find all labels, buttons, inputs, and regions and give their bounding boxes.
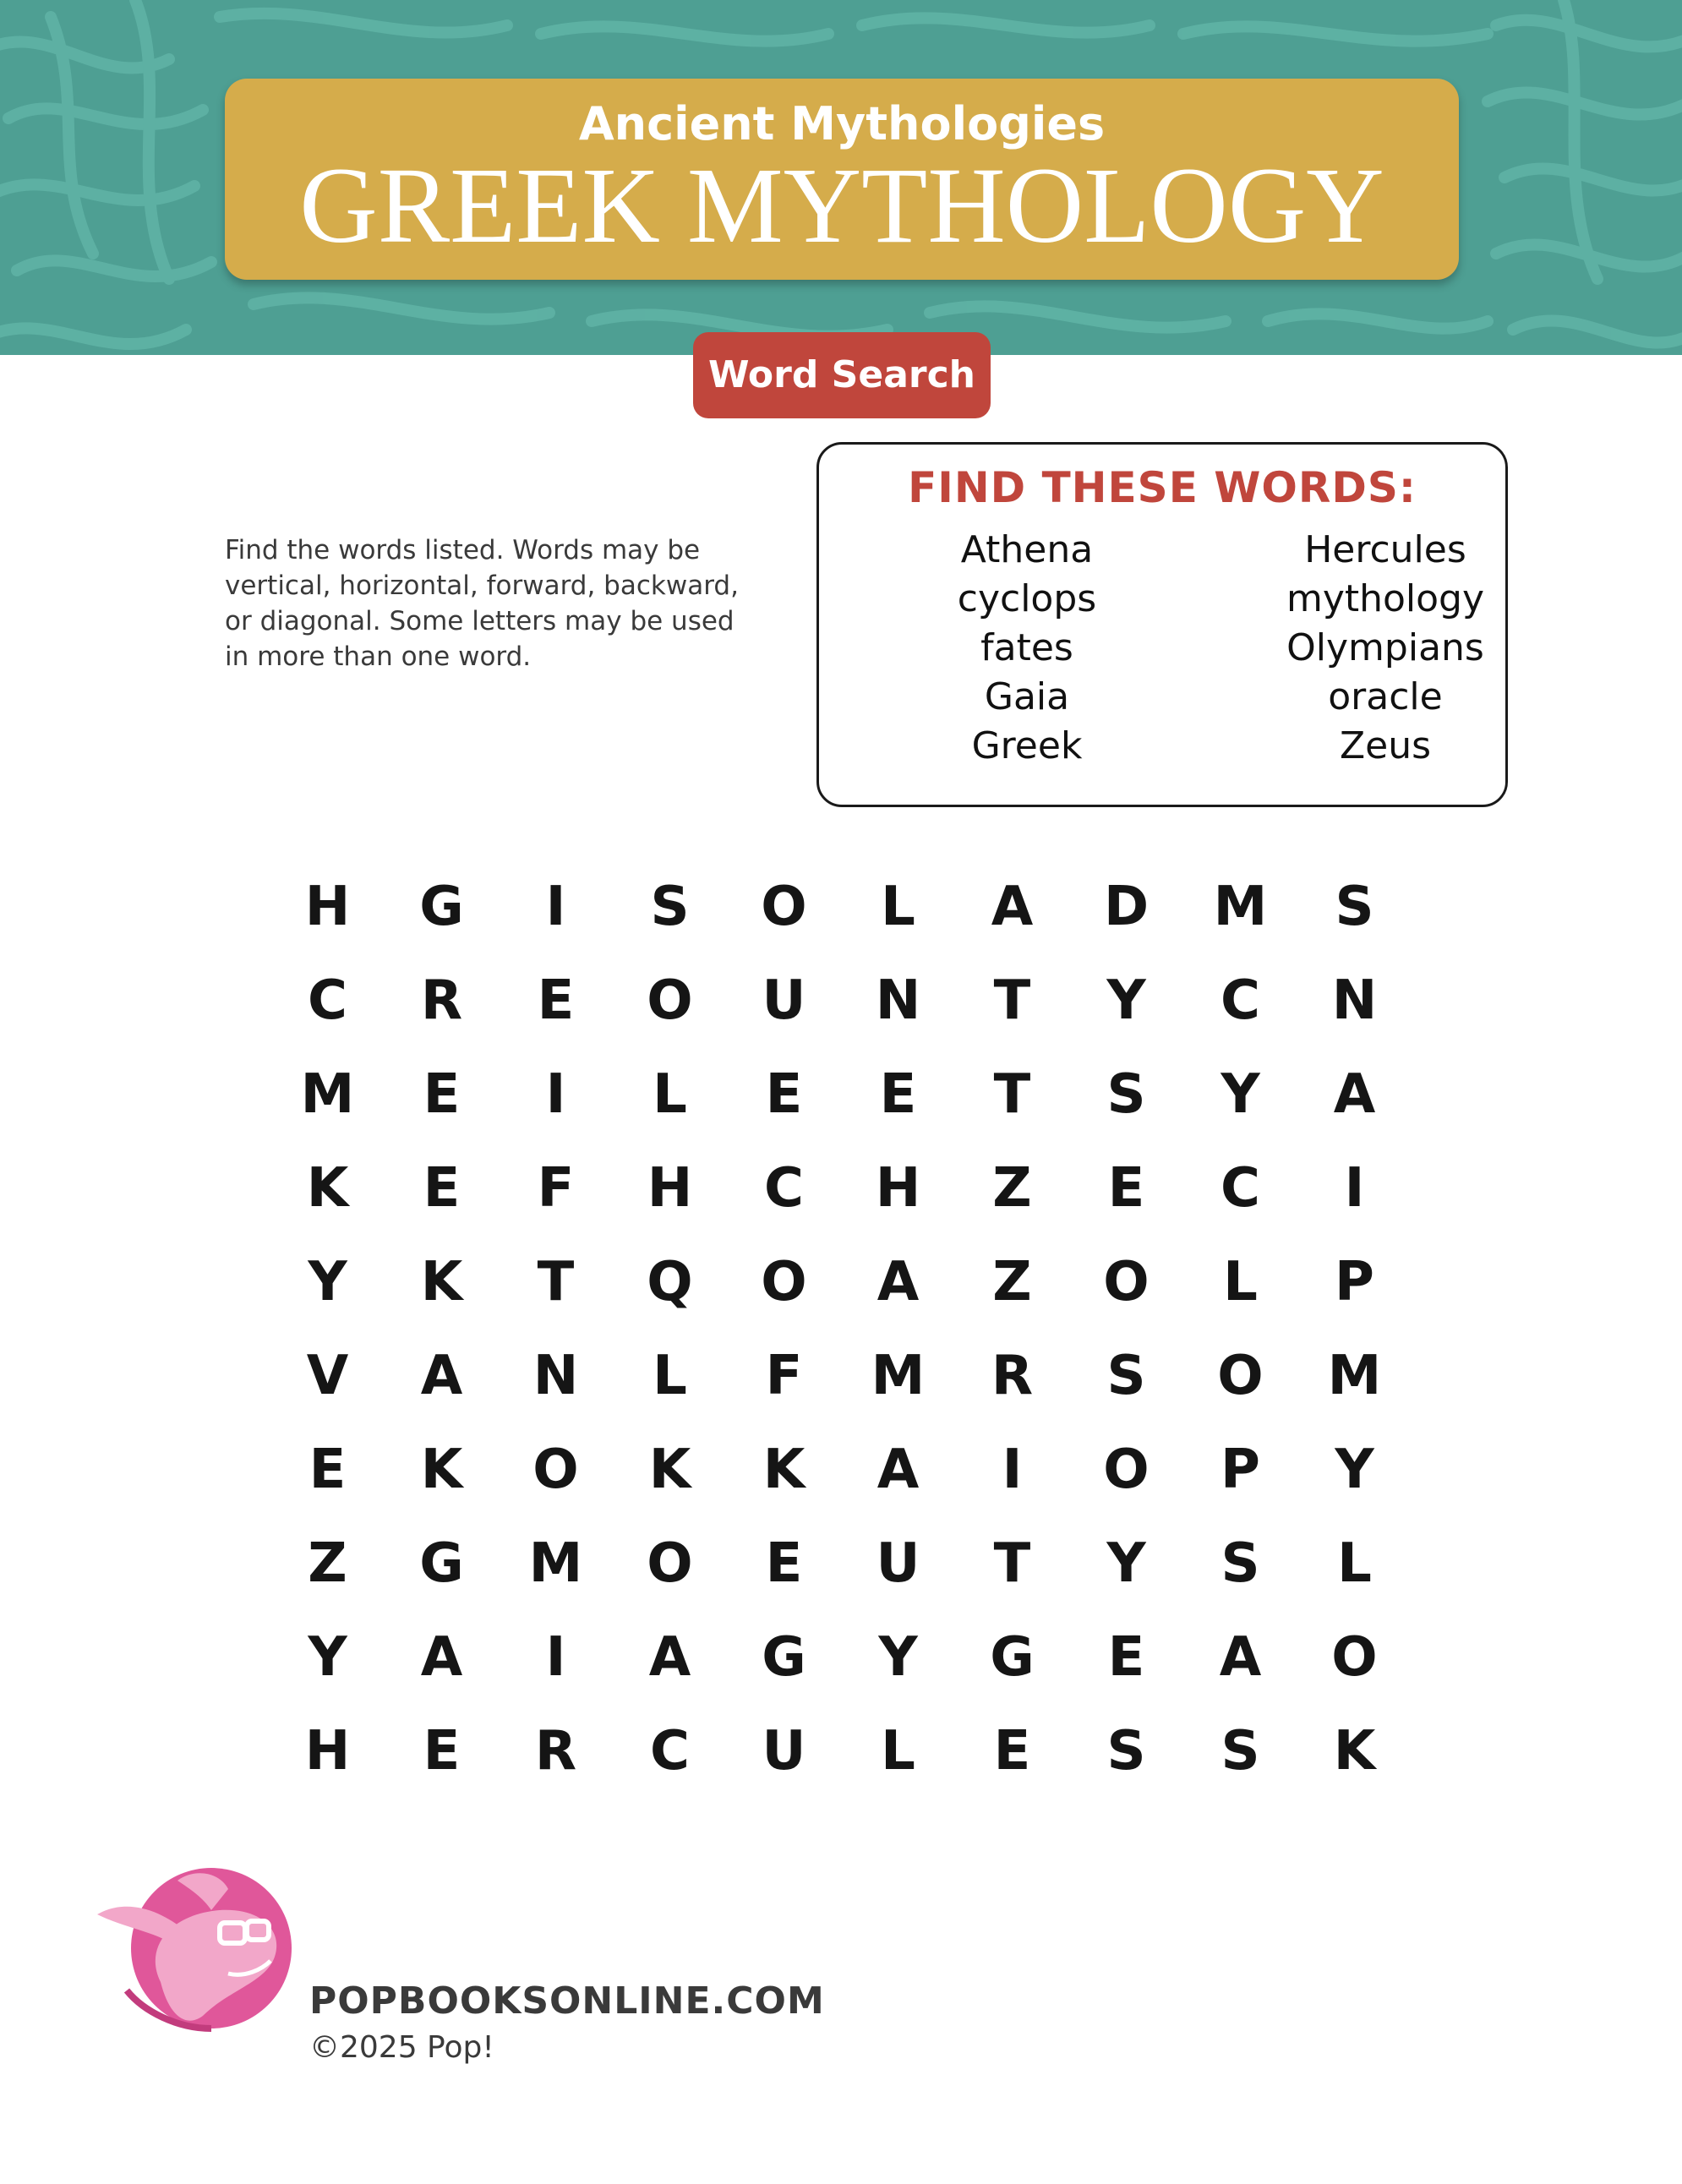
copyright-notice: ©2025 Pop! [309,2030,494,2065]
grid-letter: T [537,1251,575,1313]
grid-letter: K [420,1439,463,1501]
grid-letter: A [1333,1063,1376,1126]
grid-letter: Y [308,1251,347,1313]
grid-letter: G [990,1626,1035,1689]
grid-letter: U [762,969,806,1032]
grid-letter: T [993,969,1031,1032]
grid-letter: L [881,876,915,938]
word-list-item: Gaia [984,675,1070,718]
grid-letter: M [1213,876,1268,938]
grid-letter: H [875,1157,921,1220]
grid-letter: O [647,1532,693,1595]
grid-letter: M [528,1532,583,1595]
grid-letter: H [304,1720,351,1783]
grid-letter: A [420,1626,463,1689]
grid-letter: Z [992,1251,1032,1313]
pop-kangaroo-logo-icon [93,1864,313,2033]
grid-letter: G [762,1626,806,1689]
grid-letter: I [545,876,566,938]
grid-letter: E [537,969,575,1032]
grid-letter: E [765,1532,803,1595]
word-list-item: Athena [960,528,1094,571]
grid-letter: S [1221,1720,1260,1783]
word-list-item: mythology [1286,577,1485,620]
word-list-item: fates [980,626,1073,669]
grid-letter: I [545,1626,566,1689]
grid-letter: K [762,1439,806,1501]
grid-letter: K [306,1157,349,1220]
grid-letter: V [306,1345,349,1407]
grid-letter: A [876,1251,920,1313]
grid-letter: R [420,969,463,1032]
grid-letter: K [420,1251,463,1313]
grid-letter: T [993,1063,1031,1126]
word-list-box [816,442,1508,807]
grid-letter: S [1221,1532,1260,1595]
grid-letter: N [1331,969,1378,1032]
word-list-right-column [1259,526,1512,771]
grid-letter: C [764,1157,804,1220]
grid-letter: E [309,1439,347,1501]
grid-letter: G [419,876,464,938]
grid-letter: Z [308,1532,347,1595]
grid-letter: N [532,1345,579,1407]
activity-label: Word Search [693,332,991,418]
grid-letter: A [420,1345,463,1407]
grid-letter: I [1002,1439,1023,1501]
word-list-title: FIND THESE WORDS: [908,463,1417,512]
grid-letter: E [1107,1626,1145,1689]
grid-letter: H [304,876,351,938]
grid-letter: O [1331,1626,1378,1689]
word-list-item: Zeus [1339,724,1432,767]
word-list-item: cyclops [957,577,1097,620]
grid-letter: F [537,1157,575,1220]
word-list-left-column [900,526,1154,771]
grid-letter: M [300,1063,355,1126]
grid-letter: Q [647,1251,693,1313]
grid-letter: A [648,1626,691,1689]
grid-letter: Y [308,1626,347,1689]
grid-letter: C [308,969,347,1032]
grid-letter: A [876,1439,920,1501]
grid-letter: S [1106,1063,1146,1126]
grid-letter: Y [1335,1439,1374,1501]
grid-letter: E [879,1063,917,1126]
word-list-item: oracle [1328,675,1443,718]
website-label: POPBOOKSONLINE.COM [309,1979,825,2023]
grid-letter: R [991,1345,1034,1407]
instructions-text: Find the words listed. Words may be vertical, horizontal, forward, backward, or diagonal. Some letters may be used in more than one word. [225,535,739,672]
grid-letter: Y [1106,969,1146,1032]
grid-letter: U [762,1720,806,1783]
grid-letter: P [1335,1251,1374,1313]
word-list-item: Greek [971,724,1083,767]
grid-letter: F [765,1345,803,1407]
grid-letter: D [1103,876,1150,938]
grid-letter: M [1327,1345,1382,1407]
grid-letter: S [650,876,690,938]
word-search-grid [270,860,1420,1799]
grid-letter: C [1221,969,1260,1032]
grid-letter: O [1103,1251,1150,1313]
grid-letter: O [1103,1439,1150,1501]
grid-letter: Y [1106,1532,1146,1595]
grid-letter: I [545,1063,566,1126]
grid-letter: L [1337,1532,1372,1595]
grid-letter: Y [1221,1063,1260,1126]
grid-letter: O [647,969,693,1032]
grid-letter: T [993,1532,1031,1595]
grid-letter: O [532,1439,579,1501]
grid-letter: M [871,1345,926,1407]
grid-letter: E [993,1720,1031,1783]
grid-letter: K [648,1439,691,1501]
grid-letter: P [1221,1439,1260,1501]
page-title: GREEK MYTHOLOGY [299,145,1384,265]
grid-letter: K [1333,1720,1376,1783]
title-banner [225,79,1459,280]
grid-letter: Y [878,1626,918,1689]
grid-letter: L [653,1345,687,1407]
grid-letter: Z [992,1157,1032,1220]
grid-letter: A [1219,1626,1262,1689]
grid-letter: E [423,1157,461,1220]
word-list-item: Hercules [1304,528,1466,571]
word-list-item: Olympians [1286,626,1484,669]
grid-letter: L [1223,1251,1258,1313]
grid-letter: G [419,1532,464,1595]
grid-letter: L [881,1720,915,1783]
grid-letter: E [423,1063,461,1126]
grid-letter: O [1217,1345,1264,1407]
grid-letter: O [761,1251,807,1313]
grid-letter: N [875,969,921,1032]
grid-letter: C [1221,1157,1260,1220]
grid-letter: I [1344,1157,1365,1220]
grid-letter: S [1106,1720,1146,1783]
grid-letter: E [1107,1157,1145,1220]
grid-letter: S [1106,1345,1146,1407]
grid-letter: U [876,1532,920,1595]
series-subtitle: Ancient Mythologies [578,97,1106,150]
grid-letter: E [423,1720,461,1783]
grid-letter: S [1335,876,1374,938]
grid-letter: L [653,1063,687,1126]
grid-letter: R [534,1720,577,1783]
grid-letter: H [647,1157,693,1220]
grid-letter: A [991,876,1034,938]
grid-letter: E [765,1063,803,1126]
grid-letter: O [761,876,807,938]
grid-letter: C [650,1720,690,1783]
